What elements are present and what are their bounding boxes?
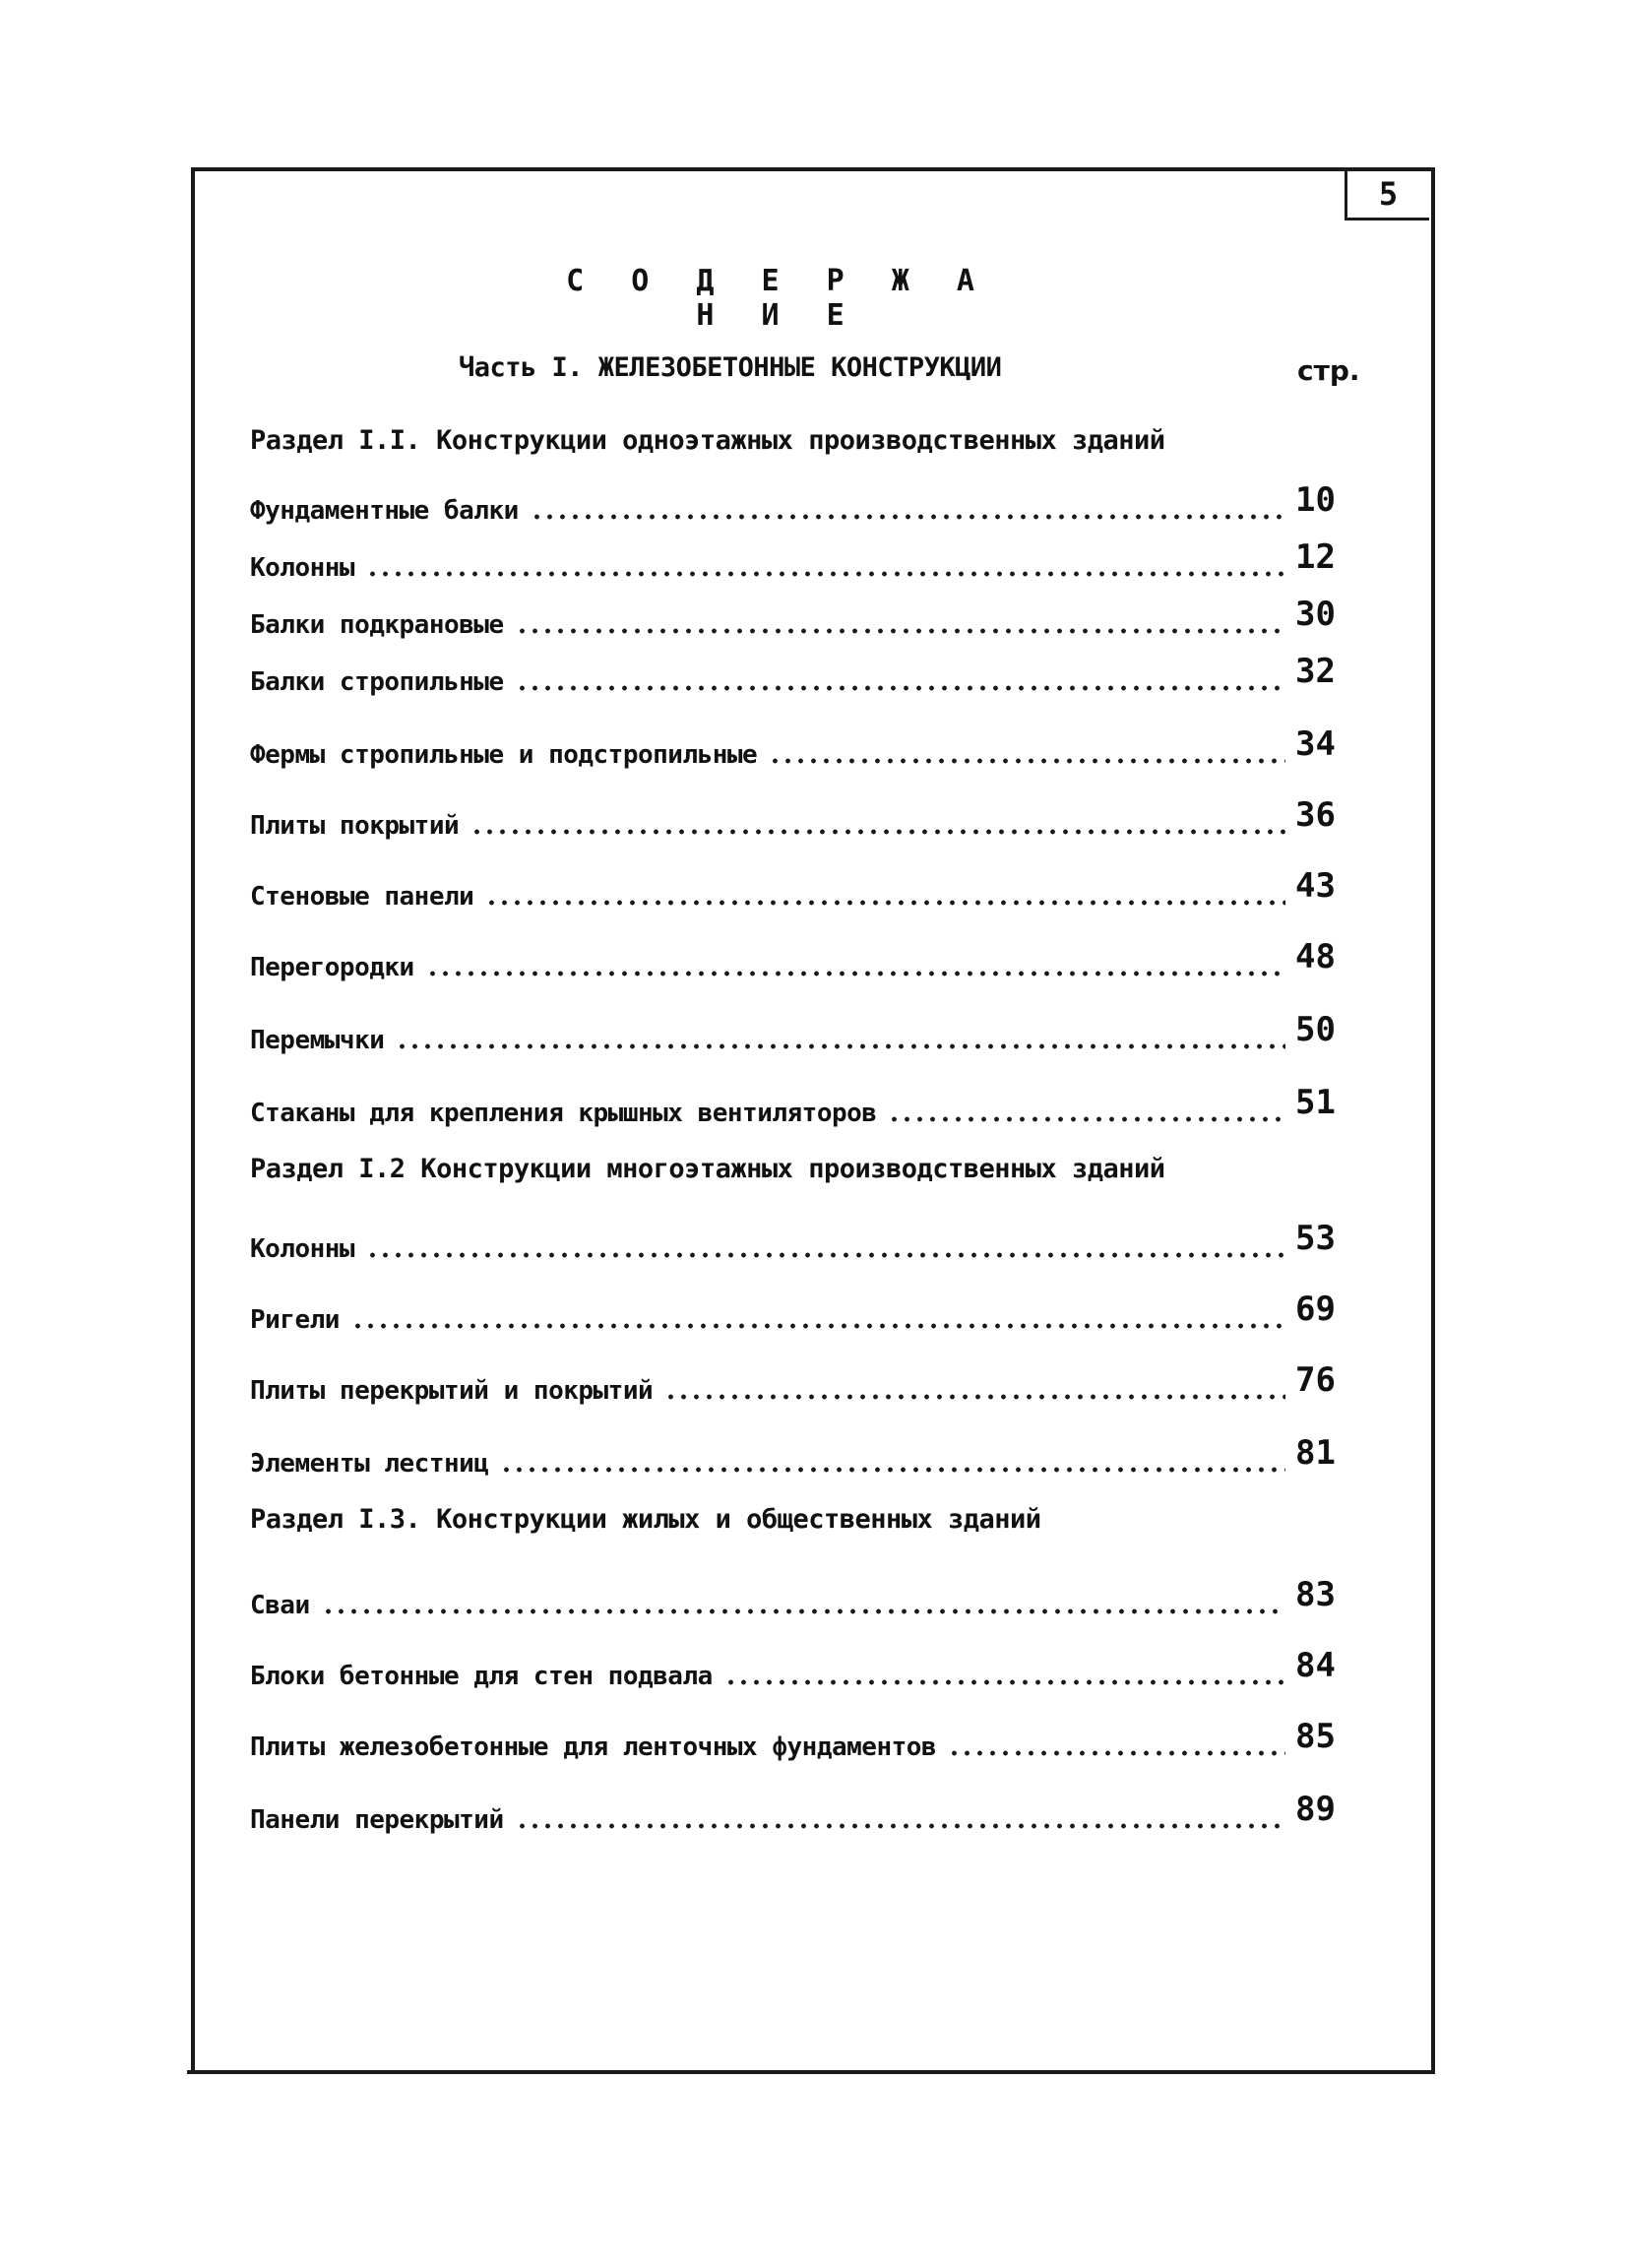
toc-row[interactable] [250, 935, 1345, 982]
toc-item-label: Перемычки [250, 1026, 385, 1055]
toc-item-label: Блоки бетонные для стен подвала [250, 1662, 713, 1691]
toc-item-label: Колонны [250, 553, 355, 583]
dot-leader [516, 628, 1285, 634]
toc-item-page: 69 [1295, 1290, 1336, 1329]
toc-item-label: Сваи [250, 1591, 310, 1620]
dot-leader [664, 1394, 1285, 1400]
toc-item-label: Плиты покрытий [250, 811, 460, 841]
frame-right-line [1431, 171, 1435, 2072]
toc-row[interactable] [250, 1573, 1345, 1620]
toc-row[interactable] [250, 478, 1345, 526]
toc-row[interactable] [250, 1788, 1345, 1835]
part-heading: Часть I. ЖЕЛЕЗОБЕТОННЫЕ КОНСТРУКЦИИ [459, 352, 1002, 383]
dot-leader [888, 1116, 1285, 1122]
toc-item-label: Колонны [250, 1234, 355, 1264]
section-heading-1-2: Раздел I.2 Конструкции многоэтажных производственных зданий [250, 1154, 1165, 1184]
toc-row[interactable] [250, 793, 1345, 841]
page-number: 5 [1345, 171, 1429, 220]
toc-item-label: Ригели [250, 1305, 340, 1335]
toc-row[interactable] [250, 1081, 1345, 1128]
toc-row[interactable] [250, 723, 1345, 770]
toc-item-label: Балки подкрановые [250, 610, 504, 640]
dot-leader [500, 1467, 1285, 1473]
toc-item-page: 53 [1295, 1219, 1336, 1258]
frame-left-line [191, 167, 195, 2072]
toc-item-page: 12 [1295, 537, 1336, 577]
frame-bottom-line [187, 2070, 1435, 2074]
toc-item-label: Перегородки [250, 953, 414, 982]
toc-item-label: Плиты перекрытий и покрытий [250, 1376, 654, 1406]
toc-item-label: Элементы лестниц [250, 1449, 489, 1479]
dot-leader [724, 1679, 1285, 1685]
toc-item-page: 36 [1295, 795, 1336, 835]
section-heading-1-1: Раздел I.I. Конструкции одноэтажных производственных зданий [250, 425, 1165, 456]
section-heading-1-3: Раздел I.3. Конструкции жилых и общественных зданий [250, 1504, 1041, 1535]
toc-item-page: 10 [1295, 480, 1336, 520]
toc-item-page: 84 [1295, 1646, 1336, 1685]
toc-item-page: 34 [1295, 724, 1336, 764]
dot-leader [322, 1608, 1285, 1614]
dot-leader [516, 685, 1285, 691]
dot-leader [516, 1823, 1285, 1829]
page-column-label: стр. [1297, 354, 1360, 387]
dot-leader [485, 900, 1285, 906]
toc-item-page: 89 [1295, 1790, 1336, 1829]
dot-leader [366, 571, 1285, 577]
dot-leader [948, 1750, 1285, 1756]
toc-item-label: Стаканы для крепления крышных вентиляторов [250, 1099, 877, 1128]
dot-leader [396, 1043, 1285, 1049]
dot-leader [426, 971, 1285, 976]
toc-row[interactable] [250, 1008, 1345, 1055]
toc-item-label: Фермы стропильные и подстропильные [250, 740, 758, 770]
toc-row[interactable] [250, 1715, 1345, 1762]
dot-leader [470, 829, 1285, 835]
toc-item-label: Плиты железобетонные для ленточных фундаментов [250, 1732, 937, 1762]
toc-item-page: 85 [1295, 1717, 1336, 1756]
dot-leader [351, 1323, 1285, 1329]
toc-row[interactable] [250, 864, 1345, 912]
dot-leader [531, 514, 1285, 520]
toc-row[interactable] [250, 1358, 1345, 1406]
toc-item-page: 48 [1295, 937, 1336, 976]
toc-item-page: 51 [1295, 1083, 1336, 1122]
toc-item-page: 32 [1295, 652, 1336, 691]
toc-row[interactable] [250, 1644, 1345, 1691]
toc-row[interactable] [250, 1288, 1345, 1335]
toc-item-label: Балки стропильные [250, 667, 504, 697]
toc-item-page: 30 [1295, 595, 1336, 634]
toc-row[interactable] [250, 650, 1345, 697]
toc-row[interactable] [250, 536, 1345, 583]
toc-item-page: 50 [1295, 1010, 1336, 1049]
toc-row[interactable] [250, 1431, 1345, 1479]
toc-item-page: 83 [1295, 1575, 1336, 1614]
toc-item-page: 81 [1295, 1433, 1336, 1473]
toc-row[interactable] [250, 1217, 1345, 1264]
frame-top-line [193, 167, 1435, 171]
toc-item-page: 76 [1295, 1360, 1336, 1400]
dot-leader [366, 1252, 1285, 1258]
toc-item-label: Стеновые панели [250, 882, 474, 912]
toc-item-label: Фундаментные балки [250, 496, 519, 526]
dot-leader [769, 758, 1285, 764]
toc-row[interactable] [250, 593, 1345, 640]
toc-item-label: Панели перекрытий [250, 1805, 504, 1835]
document-title: С О Д Е Р Ж А Н И Е [566, 264, 989, 333]
toc-item-page: 43 [1295, 866, 1336, 906]
